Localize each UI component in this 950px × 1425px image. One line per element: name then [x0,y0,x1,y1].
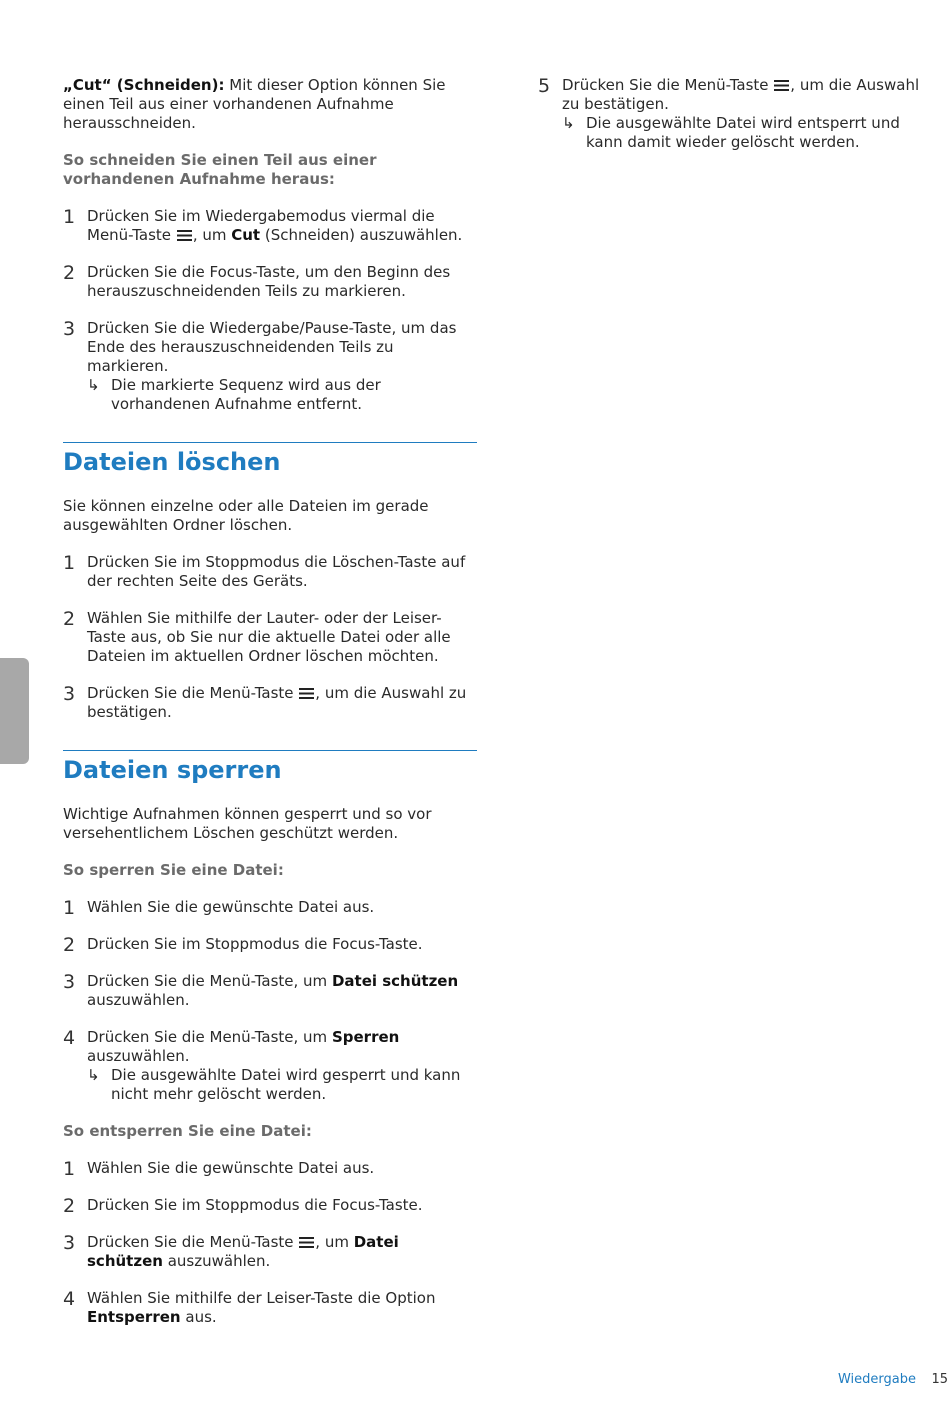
step-text: Drücken Sie im Stoppmodus die Focus-Taste. [87,935,423,953]
unlock-subhead: So entsperren Sie eine Datei: [63,1122,312,1140]
right-column [538,76,938,170]
delete-intro: Sie können einzelne oder alle Dateien im gerade ausgewählten Ordner löschen. [63,497,429,534]
step-number: 2 [63,934,76,956]
delete-step-2 [63,609,477,666]
step-number: 4 [63,1288,76,1310]
lock-heading: Dateien sperren [63,756,282,784]
step-text: Drücken Sie die Menü-Taste, um [87,1028,328,1046]
cut-desc: Mit dieser Option können Sie einen Teil aus einer vorhandenen Aufnahme herausschneiden. [63,76,446,132]
step-number: 4 [63,1027,76,1049]
delete-steps [63,553,477,722]
step-text: Drücken Sie im Stoppmodus die Focus-Taste. [87,1196,423,1214]
step-text: (Schneiden) auszuwählen. [264,226,463,244]
step-text: auszuwählen. [87,1047,190,1065]
cut-step-3 [63,319,477,414]
step-text: Drücken Sie die Wiedergabe/Pause-Taste, um das Ende des herauszuschneidenden Teils zu markieren. [87,319,457,375]
step-text: Drücken Sie im Stoppmodus die Löschen-Taste auf der rechten Seite des Geräts. [87,553,466,590]
step-text: , um die Auswahl zu bestätigen. [562,76,920,113]
menu-icon [177,230,192,241]
unlock-step-1 [63,1159,477,1178]
cut-step-2 [63,263,477,301]
step-text: Wählen Sie die gewünschte Datei aus. [87,898,375,916]
step-text: auszuwählen. [167,1252,271,1270]
step-result [87,376,477,414]
delete-heading: Dateien löschen [63,448,281,476]
result-arrow-icon: ↳ [87,1066,100,1084]
step-number: 1 [63,1158,76,1180]
lock-section [63,750,477,1327]
step-text: Drücken Sie die Menü-Taste [87,684,294,702]
step-number: 3 [63,1232,76,1254]
step-bold: Datei schützen [331,972,459,990]
lock-intro: Wichtige Aufnahmen können gesperrt und so vor versehentlichem Löschen geschützt werden. [63,805,432,842]
step-number: 2 [63,1195,76,1217]
step-text: Drücken Sie die Menü-Taste [562,76,769,94]
step-bold: Sperren [331,1028,400,1046]
step-number: 2 [63,262,76,284]
step-text: Drücken Sie die Focus-Taste, um den Beginn des herauszuschneidenden Teils zu markieren. [87,263,451,300]
step-number: 3 [63,683,76,705]
menu-icon [299,1237,314,1248]
lock-subhead: So sperren Sie eine Datei: [63,861,284,879]
page-footer [0,1370,950,1390]
cut-steps [63,207,477,414]
step-bold: Entsperren [87,1308,181,1326]
step-text: , um die Auswahl zu bestätigen. [87,684,467,721]
cut-subhead: So schneiden Sie einen Teil aus einer vorhandenen Aufnahme heraus: [63,151,377,188]
step-bold: Datei schützen [87,1233,399,1270]
unlock-step-5 [538,76,938,152]
step-text: , um [192,226,227,244]
result-arrow-icon: ↳ [87,376,100,394]
step-text: aus. [185,1308,217,1326]
unlock-steps [63,1159,477,1327]
unlock-step-2 [63,1196,477,1215]
step-text: Wählen Sie mithilfe der Lauter- oder der Leiser-Taste aus, ob Sie nur die aktuelle Datei oder alle Dateien im aktuellen Ordner löschen möchten. [87,609,451,665]
page-number: 15 [931,1372,948,1387]
step-result [562,114,938,152]
lock-steps [63,898,477,1104]
unlock-step-3 [63,1233,477,1271]
step-text: Drücken Sie die Menü-Taste, um [87,972,328,990]
left-column [63,76,477,1345]
step-text: Drücken Sie im Wiedergabemodus viermal die Menü-Taste [87,207,435,244]
result-text: Die ausgewählte Datei wird gesperrt und kann nicht mehr gelöscht werden. [111,1066,461,1103]
delete-section [63,442,477,722]
step-number: 3 [63,318,76,340]
chapter-side-tab [0,658,29,764]
step-text: auszuwählen. [87,991,190,1009]
cut-step-1 [63,207,477,245]
footer-section-name: Wiedergabe [837,1372,916,1387]
step-number: 1 [63,897,76,919]
menu-icon [299,688,314,699]
cut-intro [63,76,477,133]
step-bold: Cut [231,226,261,244]
result-text: Die markierte Sequenz wird aus der vorhandenen Aufnahme entfernt. [111,376,381,413]
unlock-step-4 [63,1289,477,1327]
cut-term: „Cut“ (Schneiden): [63,76,225,94]
delete-step-1 [63,553,477,591]
step-number: 3 [63,971,76,993]
delete-step-3 [63,684,477,722]
menu-icon [774,80,789,91]
result-arrow-icon: ↳ [562,114,575,132]
lock-step-1 [63,898,477,917]
step-text: Wählen Sie mithilfe der Leiser-Taste die Option [87,1289,436,1307]
step-text: , um [315,1233,349,1251]
unlock-steps-continued [538,76,938,152]
step-number: 5 [538,75,551,97]
step-text: Drücken Sie die Menü-Taste [87,1233,294,1251]
step-number: 1 [63,552,76,574]
lock-step-3 [63,972,477,1010]
step-result [87,1066,477,1104]
step-number: 2 [63,608,76,630]
lock-step-2 [63,935,477,954]
step-text: Wählen Sie die gewünschte Datei aus. [87,1159,375,1177]
step-number: 1 [63,206,76,228]
result-text: Die ausgewählte Datei wird entsperrt und kann damit wieder gelöscht werden. [586,114,900,151]
lock-step-4 [63,1028,477,1104]
